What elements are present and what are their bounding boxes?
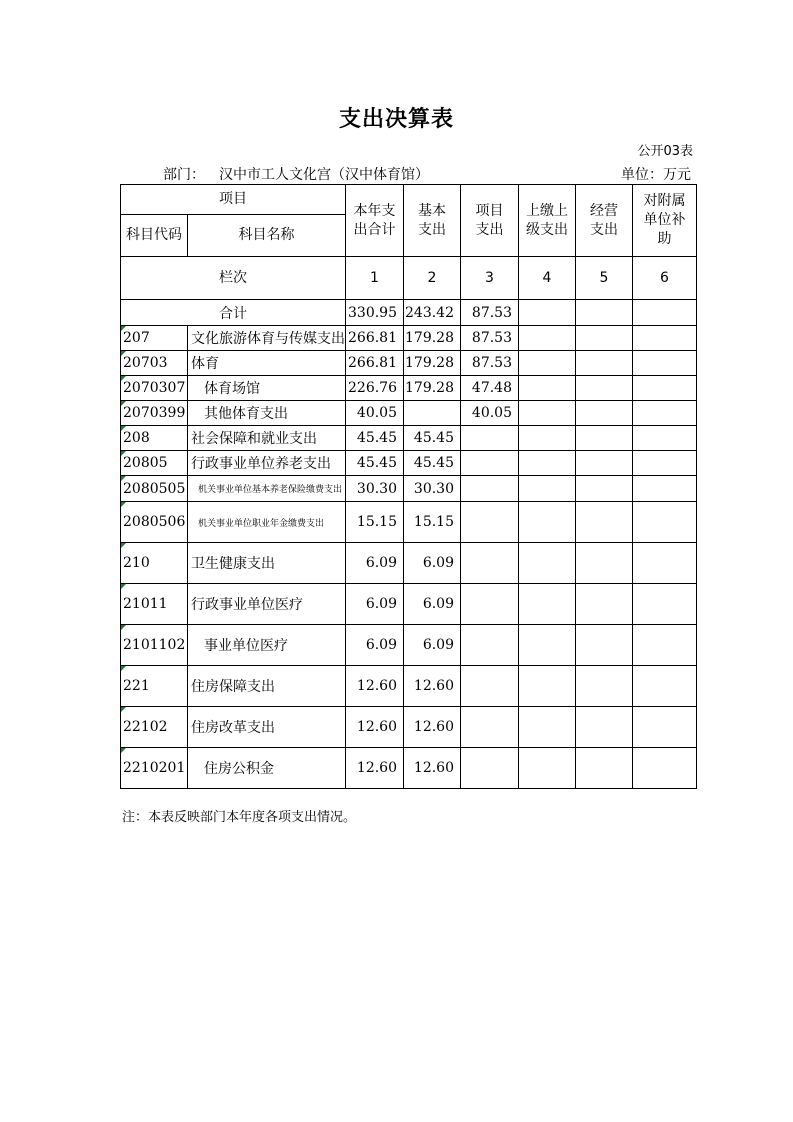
cell-basic: 45.45 (404, 426, 461, 451)
cell-name: 体育场馆 (188, 376, 346, 401)
cell-total: 6.09 (346, 625, 404, 666)
cell-basic: 179.28 (404, 326, 461, 351)
cell-upper (519, 300, 576, 326)
col-num: 6 (633, 257, 697, 300)
cell-subsidy (633, 426, 697, 451)
cell-code: 2101102 (121, 625, 188, 666)
cell-code: 2070307 (121, 376, 188, 401)
cell-total: 266.81 (346, 351, 404, 376)
cell-project (461, 476, 519, 502)
cell-name: 社会保障和就业支出 (188, 426, 346, 451)
cell-upper (519, 543, 576, 584)
cell-subsidy (633, 376, 697, 401)
cell-subsidy (633, 666, 697, 707)
cell-upper (519, 584, 576, 625)
header-item: 项目 (121, 185, 346, 215)
cell-subsidy (633, 707, 697, 748)
cell-basic: 30.30 (404, 476, 461, 502)
department-label: 部门： (163, 167, 205, 183)
table-row (121, 748, 697, 789)
table-row (121, 401, 697, 426)
header-project: 项目支出 (461, 185, 519, 257)
col-num: 4 (519, 257, 576, 300)
cell-code: 20805 (121, 451, 188, 476)
cell-upper (519, 351, 576, 376)
cell-basic: 179.28 (404, 376, 461, 401)
cell-subsidy (633, 584, 697, 625)
cell-project (461, 502, 519, 543)
table-row (121, 426, 697, 451)
cell-business (576, 748, 633, 789)
cell-basic: 6.09 (404, 543, 461, 584)
cell-project: 47.48 (461, 376, 519, 401)
cell-upper (519, 502, 576, 543)
cell-subsidy (633, 476, 697, 502)
cell-total: 6.09 (346, 584, 404, 625)
cell-basic: 12.60 (404, 666, 461, 707)
cell-project: 87.53 (461, 351, 519, 376)
header-total: 本年支出合计 (346, 185, 404, 257)
cell-project (461, 451, 519, 476)
cell-upper (519, 707, 576, 748)
cell-code: 2210201 (121, 748, 188, 789)
header-code: 科目代码 (121, 215, 188, 257)
table-row (121, 451, 697, 476)
col-num: 5 (576, 257, 633, 300)
cell-total: 40.05 (346, 401, 404, 426)
cell-total: 12.60 (346, 666, 404, 707)
cell-code: 22102 (121, 707, 188, 748)
cell-total: 45.45 (346, 451, 404, 476)
total-label: 合计 (121, 300, 346, 326)
table-row (121, 376, 697, 401)
cell-code: 2080506 (121, 502, 188, 543)
cell-subsidy (633, 748, 697, 789)
cell-business (576, 426, 633, 451)
cell-business (576, 376, 633, 401)
cell-upper (519, 476, 576, 502)
cell-name: 住房公积金 (188, 748, 346, 789)
cell-code: 2070399 (121, 401, 188, 426)
cell-name: 体育 (188, 351, 346, 376)
total-row (121, 300, 697, 326)
cell-business (576, 707, 633, 748)
cell-project (461, 707, 519, 748)
table-row (121, 543, 697, 584)
header-basic: 基本支出 (404, 185, 461, 257)
cell-name: 住房改革支出 (188, 707, 346, 748)
cell-business (576, 584, 633, 625)
cell-business (576, 476, 633, 502)
cell-business (576, 543, 633, 584)
cell-total: 45.45 (346, 426, 404, 451)
cell-basic: 6.09 (404, 625, 461, 666)
cell-code: 210 (121, 543, 188, 584)
cell-code: 2080505 (121, 476, 188, 502)
cell-upper (519, 376, 576, 401)
cell-upper (519, 451, 576, 476)
cell-project: 40.05 (461, 401, 519, 426)
cell-basic: 45.45 (404, 451, 461, 476)
cell-upper (519, 666, 576, 707)
header-business: 经营支出 (576, 185, 633, 257)
cell-name: 卫生健康支出 (188, 543, 346, 584)
cell-total: 6.09 (346, 543, 404, 584)
cell-upper (519, 401, 576, 426)
cell-subsidy (633, 401, 697, 426)
header-upper: 上缴上级支出 (519, 185, 576, 257)
cell-business (576, 351, 633, 376)
cell-business (576, 451, 633, 476)
cell-total: 15.15 (346, 502, 404, 543)
cell-total: 266.81 (346, 326, 404, 351)
cell-basic: 179.28 (404, 351, 461, 376)
page-title: 支出决算表 (338, 107, 454, 132)
cell-business (576, 401, 633, 426)
cell-basic: 12.60 (404, 707, 461, 748)
table-row (121, 476, 697, 502)
cell-business (576, 502, 633, 543)
cell-project (461, 625, 519, 666)
col-num: 3 (461, 257, 519, 300)
table-row (121, 351, 697, 376)
table-row (121, 666, 697, 707)
footnote: 注：本表反映部门本年度各项支出情况。 (122, 810, 357, 825)
cell-subsidy (633, 543, 697, 584)
unit-label: 单位：万元 (621, 167, 691, 183)
cell-subsidy (633, 502, 697, 543)
cell-name: 机关事业单位基本养老保险缴费支出 (188, 476, 346, 502)
cell-name: 机关事业单位职业年金缴费支出 (188, 502, 346, 543)
cell-business (576, 300, 633, 326)
cell-code: 208 (121, 426, 188, 451)
cell-name: 行政事业单位养老支出 (188, 451, 346, 476)
cell-project (461, 543, 519, 584)
cell-total: 30.30 (346, 476, 404, 502)
cell-basic: 6.09 (404, 584, 461, 625)
cell-upper (519, 748, 576, 789)
cell-subsidy (633, 326, 697, 351)
cell-business (576, 326, 633, 351)
cell-basic: 243.42 (404, 300, 461, 326)
cell-subsidy (633, 451, 697, 476)
cell-name: 文化旅游体育与传媒支出 (188, 326, 346, 351)
table-row (121, 584, 697, 625)
header-row-index: 栏次 (121, 257, 346, 300)
cell-basic (404, 401, 461, 426)
col-num: 1 (346, 257, 404, 300)
cell-total: 12.60 (346, 748, 404, 789)
cell-total: 226.76 (346, 376, 404, 401)
table-code: 公开03表 (637, 144, 693, 159)
cell-code: 221 (121, 666, 188, 707)
cell-code: 20703 (121, 351, 188, 376)
cell-total: 12.60 (346, 707, 404, 748)
cell-upper (519, 426, 576, 451)
table-row (121, 625, 697, 666)
cell-name: 住房保障支出 (188, 666, 346, 707)
cell-code: 21011 (121, 584, 188, 625)
cell-subsidy (633, 351, 697, 376)
department-line (163, 164, 429, 184)
department-value: 汉中市工人文化宫（汉中体育馆） (219, 167, 429, 183)
cell-project (461, 666, 519, 707)
cell-subsidy (633, 625, 697, 666)
cell-total: 330.95 (346, 300, 404, 326)
cell-business (576, 666, 633, 707)
cell-project (461, 426, 519, 451)
cell-business (576, 625, 633, 666)
cell-basic: 12.60 (404, 748, 461, 789)
col-num: 2 (404, 257, 461, 300)
cell-name: 其他体育支出 (188, 401, 346, 426)
table-row (121, 707, 697, 748)
cell-project (461, 748, 519, 789)
header-subsidy: 对附属单位补助 (633, 185, 697, 257)
table-row (121, 502, 697, 543)
cell-upper (519, 326, 576, 351)
expenditure-table (120, 184, 697, 789)
cell-project (461, 584, 519, 625)
header-name: 科目名称 (188, 215, 346, 257)
table-row (121, 326, 697, 351)
cell-project: 87.53 (461, 300, 519, 326)
cell-project: 87.53 (461, 326, 519, 351)
cell-basic: 15.15 (404, 502, 461, 543)
cell-subsidy (633, 300, 697, 326)
cell-name: 行政事业单位医疗 (188, 584, 346, 625)
cell-upper (519, 625, 576, 666)
cell-name: 事业单位医疗 (188, 625, 346, 666)
cell-code: 207 (121, 326, 188, 351)
